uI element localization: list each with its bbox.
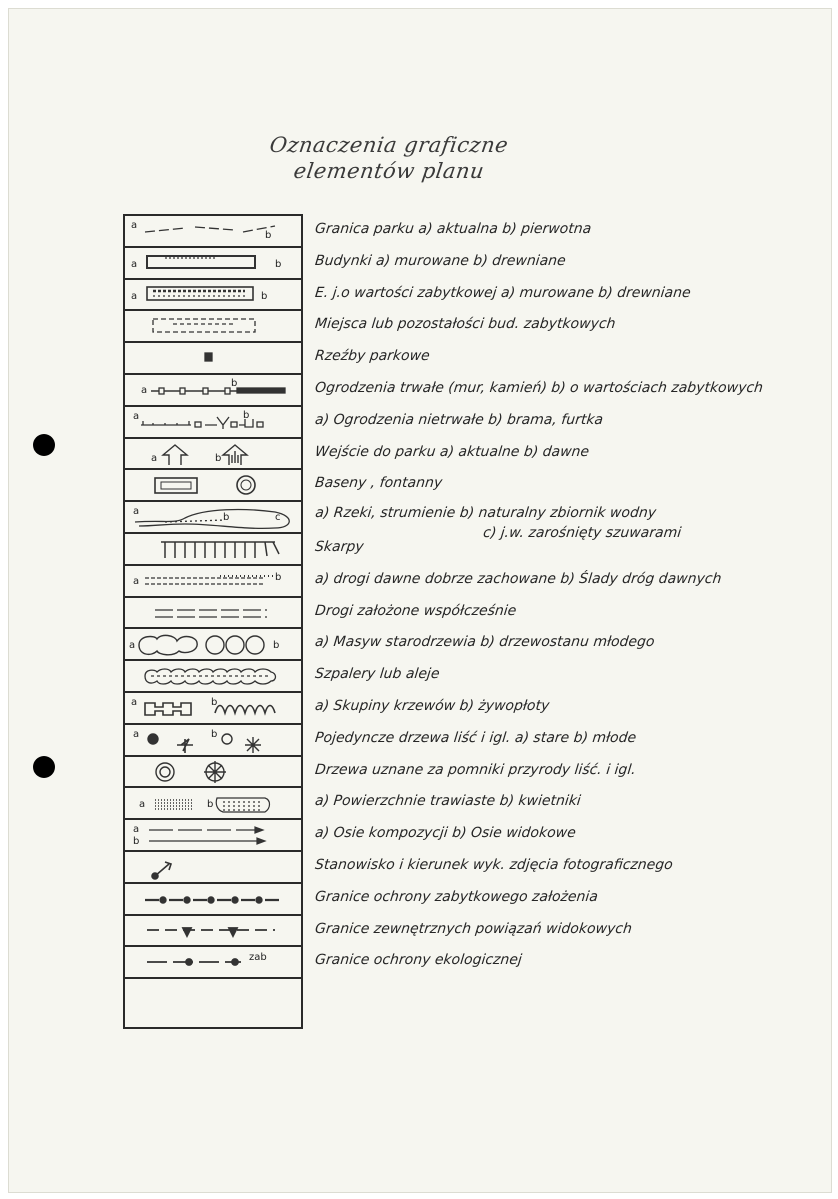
legend-cell-rows-alleys [125, 661, 301, 693]
desc-row-16: a) Skupiny krzewów b) żywopłoty [314, 697, 551, 714]
symbol-letter-b: b [275, 571, 282, 583]
symbol-letter-a: a [131, 696, 138, 708]
desc-row-14: a) Masyw starodrzewia b) drzewostanu młodego [314, 634, 656, 651]
legend-cell-tree-stands [125, 629, 301, 661]
legend-cell-modern-roads [125, 598, 301, 630]
document-page [8, 8, 832, 1193]
desc-row-8: Wejście do parku a) aktualne b) dawne [314, 443, 590, 460]
symbol-letter-b: b [261, 290, 268, 302]
symbol-letter-b: b [133, 836, 140, 848]
symbol-letter-a: a [133, 410, 140, 422]
symbol-letter-a: a [131, 290, 138, 302]
legend-cell-temporary-fence-gate [125, 407, 301, 439]
legend-symbol-column [123, 214, 303, 1029]
desc-row-5: Rzeźby parkowe [314, 348, 431, 365]
desc-row-1: Granica parku a) aktualna b) pierwotna [314, 221, 593, 237]
legend-cell-ecological-boundary [125, 947, 301, 979]
desc-row-12: a) drogi dawne dobrze zachowane b) Ślady dróg dawnych [314, 570, 723, 587]
symbol-letter-b: b [211, 696, 218, 708]
symbol-letter-b: b [223, 512, 230, 524]
desc-row-17: Pojedyncze drzewa liść i igl. a) stare b) młode [314, 729, 638, 746]
desc-row-7: a) Ogrodzenia nietrwałe b) brama, furtka [314, 411, 604, 428]
legend-cell-sculptures [125, 343, 301, 375]
desc-row-19: a) Powierzchnie trawiaste b) kwietniki [314, 793, 582, 810]
symbol-letter-a: a [139, 799, 146, 811]
symbol-letter-a: a [133, 728, 140, 740]
legend-cell-pools-fountains [125, 470, 301, 502]
desc-row-13: Drogi założone współcześnie [314, 602, 518, 619]
symbol-letter-b: b [275, 258, 282, 270]
desc-row-24: Granice ochrony ekologicznej [314, 952, 523, 969]
symbol-letter-a: a [133, 824, 140, 836]
symbol-letter-b: b [231, 377, 238, 389]
desc-row-15: Szpalery lub aleje [314, 666, 441, 683]
legend-cell-grass-flowerbeds [125, 788, 301, 820]
symbol-letter-b: b [215, 452, 222, 464]
stamp-text: zab [249, 952, 267, 964]
symbol-letter-a: a [141, 384, 148, 396]
desc-row-9: Baseny , fontanny [314, 475, 444, 492]
legend-cell-slopes [125, 534, 301, 566]
legend-cell-single-trees [125, 725, 301, 757]
legend-cell-historic-remains [125, 311, 301, 343]
desc-row-10-extra: c) j.w. zarośnięty szuwarami [482, 525, 683, 542]
symbol-letter-a: a [151, 452, 158, 464]
desc-row-10 [313, 500, 826, 542]
legend-cell-rivers-water [125, 502, 301, 534]
desc-row-22: Granice ochrony zabytkowego założenia [314, 888, 599, 905]
desc-row-23: Granice zewnętrznych powiązań widokowych [314, 920, 633, 937]
symbol-letter-b: b [273, 640, 280, 652]
legend-cell-park-entrance [125, 439, 301, 471]
desc-row-3: E. j.o wartości zabytkowej a) murowane b) drewniane [314, 284, 692, 301]
symbol-letter-a: a [131, 258, 138, 270]
desc-row-6: Ogrodzenia trwałe (mur, kamień) b) o wartościach zabytkowych [314, 379, 764, 396]
desc-row-21: Stanowisko i kierunek wyk. zdjęcia fotograficznego [314, 856, 674, 873]
legend-cell-historic-buildings [125, 280, 301, 312]
symbol-letter-b: b [207, 799, 214, 811]
page-title: Oznaczenia graficzne [268, 133, 510, 157]
symbol-letter-a: a [129, 640, 136, 652]
legend-cell-park-boundary [125, 216, 301, 248]
legend-cell-historic-protection-boundary [125, 884, 301, 916]
desc-row-20: a) Osie kompozycji b) Osie widokowe [314, 825, 577, 842]
legend-cell-monument-trees [125, 757, 301, 789]
symbol-letter-a: a [133, 575, 140, 587]
legend-cell-photo-station [125, 852, 301, 884]
legend-cell-composition-axes [125, 820, 301, 852]
punch-hole [33, 434, 55, 456]
legend-description-column [315, 214, 825, 977]
desc-row-2: Budynki a) murowane b) drewniane [314, 252, 567, 269]
legend-cell-buildings [125, 248, 301, 280]
legend-cell-empty [125, 979, 301, 1029]
symbol-letter-a: a [131, 220, 138, 231]
legend-cell-permanent-fence [125, 375, 301, 407]
desc-row-11: Skarpy [314, 538, 365, 555]
punch-hole [33, 756, 55, 778]
desc-row-4: Miejsca lub pozostałości bud. zabytkowych [314, 316, 617, 333]
desc-row-18: Drzewa uznane za pomniki przyrody liść. i igl. [314, 761, 637, 778]
symbol-letter-b: b [243, 409, 250, 421]
legend-cell-view-links-boundary [125, 916, 301, 948]
page-subtitle: elementów planu [292, 159, 486, 183]
symbol-letter-a: a [133, 506, 140, 518]
legend-cell-old-roads [125, 566, 301, 598]
symbol-letter-b: b [265, 230, 272, 241]
svg-text:c: c [275, 512, 281, 524]
legend-cell-shrubs-hedges [125, 693, 301, 725]
symbol-letter-b: b [211, 728, 218, 740]
desc-row-10-main: a) Rzeki, strumienie b) naturalny zbiornik wodny [314, 505, 657, 522]
